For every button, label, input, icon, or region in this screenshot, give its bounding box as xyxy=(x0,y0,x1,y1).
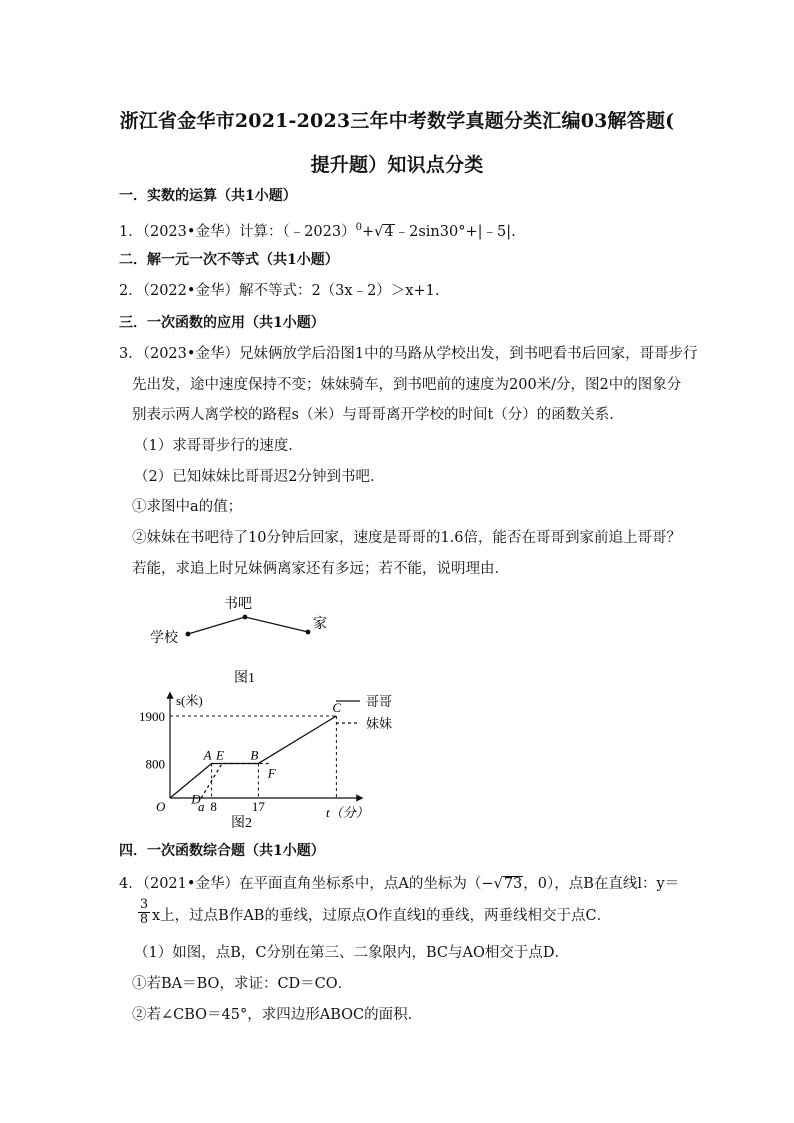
section-heading-1: 一．实数的运算（共1小题） xyxy=(119,188,297,204)
point-label-F: F xyxy=(267,765,276,781)
question-number: 2． xyxy=(119,283,143,299)
question-4-line1 xyxy=(119,874,679,894)
question-3-part1: （1）求哥哥步行的速度． xyxy=(134,438,303,454)
plus: + xyxy=(361,223,375,240)
section-heading-2: 二．解一元一次不等式（共1小题） xyxy=(119,252,339,268)
question-4-part1b: ②若∠CBO＝45°，求四边形ABOC的面积． xyxy=(132,1007,423,1023)
question-4-part1a: ①若BA＝BO，求证：CD＝CO． xyxy=(132,976,353,992)
question-4-text-1a: （2021•金华）在平面直角坐标系中，点A的坐标为（ xyxy=(142,876,482,892)
bookbar-point xyxy=(243,615,248,620)
x-tick-17: 17 xyxy=(251,799,265,814)
road-line xyxy=(188,617,308,634)
question-1 xyxy=(119,218,516,242)
section-heading-4: 四．一次函数综合题（共1小题） xyxy=(119,843,325,859)
figure-2-legend xyxy=(330,690,420,732)
figure-1-caption: 图1 xyxy=(234,671,255,686)
minus-sign: − xyxy=(481,876,494,892)
point-label-C: C xyxy=(332,700,342,715)
section-heading-3: 三．一次函数的应用（共1小题） xyxy=(119,315,325,331)
label-bookbar: 书吧 xyxy=(224,597,252,612)
question-3-line3: 别表示两人离学校的路程s（米）与哥哥离开学校的时间t（分）的函数关系． xyxy=(132,407,624,423)
origin-label: O xyxy=(156,799,166,814)
question-3-line2: 先出发，途中速度保持不变；妹妹骑车，到书吧前的速度为200米/分，图2中的图象分 xyxy=(132,377,682,393)
question-3-part2: （2）已知妹妹比哥哥迟2分钟到书吧． xyxy=(134,469,385,485)
point-label-D: D xyxy=(191,791,201,807)
question-number: 3． xyxy=(119,346,143,362)
question-2-text: （2022•金华）解不等式：2（3x﹣2）＞x+1. xyxy=(142,283,440,299)
series-line-1 xyxy=(201,763,269,798)
fraction-numerator: 3 xyxy=(139,897,149,912)
point-label-B: B xyxy=(250,747,259,763)
question-3-part2b-line1: ②妹妹在书吧待了10分钟后回家，速度是哥哥的1.6倍，能否在哥哥到家前追上哥哥？ xyxy=(132,530,682,546)
x-axis-label: t（分） xyxy=(326,805,369,820)
x-tick-a: a xyxy=(197,799,205,814)
point-label-E: E xyxy=(216,747,224,763)
question-3-text-1: （2023•金华）兄妹俩放学后沿图1中的马路从学校出发，到书吧看书后回家，哥哥步行 xyxy=(142,346,698,362)
radicand: 4 xyxy=(384,223,394,240)
point-label-A: A xyxy=(203,747,212,763)
question-4-text-1b: ，0），点B在直线l：y＝ xyxy=(523,876,680,892)
question-4-line2: x上，过点B作AB的垂线，过原点O作直线l的垂线，两垂线相交于点C． xyxy=(152,908,612,924)
label-home: 家 xyxy=(313,617,327,632)
y-tick-1900: 1900 xyxy=(139,709,165,724)
figure-2-caption: 图2 xyxy=(231,816,252,830)
legend-brother: 哥哥 xyxy=(366,694,393,709)
question-1-post: ﹣2sin30°+|﹣5|. xyxy=(394,223,516,240)
home-point xyxy=(306,630,311,635)
x-tick-8: 8 xyxy=(210,799,217,814)
question-number: 1． xyxy=(119,223,143,240)
radicand-73: 73 xyxy=(503,876,523,892)
page-title-line1: 浙江省金华市2021-2023三年中考数学真题分类汇编03解答题( xyxy=(119,110,675,132)
question-3-part2a: ①求图中a的值； xyxy=(132,499,243,515)
figure-1-road-map xyxy=(130,590,370,690)
question-1-pre: （2023•金华）计算：（﹣2023） xyxy=(142,223,356,240)
label-school: 学校 xyxy=(150,631,178,646)
question-3-part2b-line2: 若能，求追上时兄妹俩离家还有多远；若不能，说明理由． xyxy=(132,561,509,577)
y-axis-label: s(米) xyxy=(176,693,203,708)
legend-sister: 妹妹 xyxy=(366,716,393,731)
sqrt-icon: √ xyxy=(374,223,384,240)
question-number: 4． xyxy=(119,876,143,892)
y-tick-800: 800 xyxy=(145,756,165,772)
exponent: 0 xyxy=(355,222,362,233)
school-point xyxy=(186,632,191,637)
fraction-3-8 xyxy=(138,898,150,927)
question-3-line1 xyxy=(119,344,698,364)
sqrt-icon: √ xyxy=(493,876,503,892)
question-4-part1: （1）如图，点B，C分别在第三、二象限内，BC与AO相交于点D． xyxy=(134,945,569,961)
page-title-line2: 提升题）知识点分类 xyxy=(310,154,484,176)
question-2 xyxy=(119,281,439,301)
fraction-denominator: 8 xyxy=(139,912,149,927)
